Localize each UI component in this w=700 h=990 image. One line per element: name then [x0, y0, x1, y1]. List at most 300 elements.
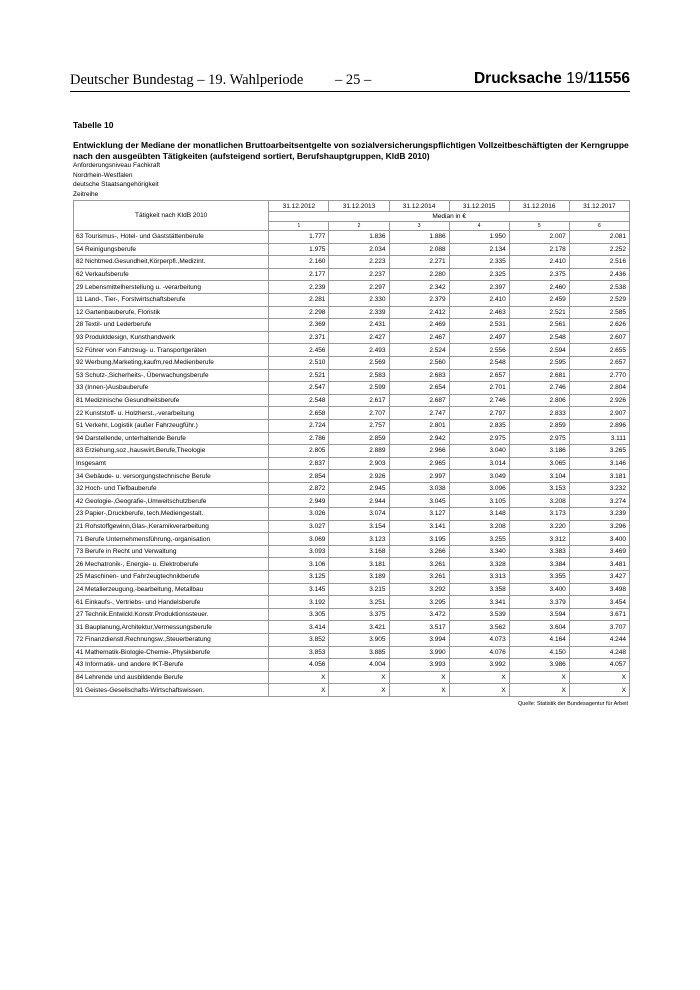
median-value-cell: 3.181	[569, 470, 629, 483]
median-value-cell: 3.355	[509, 571, 569, 584]
table-row	[74, 293, 630, 306]
median-value-cell: 2.548	[269, 394, 329, 407]
row-label: 29 Lebensmittelherstellung u. -verarbeitung	[74, 281, 269, 294]
row-label: 73 Berufe in Recht und Verwaltung	[74, 545, 269, 558]
median-value-cell: 2.375	[509, 268, 569, 281]
median-value-cell: 3.384	[509, 558, 569, 571]
median-value-cell: 2.926	[569, 394, 629, 407]
median-value-cell: 2.237	[329, 268, 389, 281]
row-label: 43 Informatik- und andere IKT-Berufe	[74, 659, 269, 672]
median-value-cell: 3.296	[569, 520, 629, 533]
median-value-cell: 2.342	[389, 281, 449, 294]
median-value-cell: 3.383	[509, 545, 569, 558]
median-value-cell: 3.328	[449, 558, 509, 571]
median-value-cell: 3.111	[569, 432, 629, 445]
date-header: 31.12.2017	[569, 201, 629, 212]
table-row	[74, 470, 630, 483]
median-value-cell: 4.244	[569, 634, 629, 647]
median-value-cell: 2.658	[269, 407, 329, 420]
median-value-cell: 3.255	[449, 533, 509, 546]
median-value-cell: 3.148	[449, 508, 509, 521]
median-value-cell: 2.746	[449, 394, 509, 407]
median-value-cell: 2.467	[389, 331, 449, 344]
row-label: 92 Werbung,Marketing,kaufm,red.Medienberufe	[74, 356, 269, 369]
median-value-cell: 2.747	[389, 407, 449, 420]
median-value-cell: 2.872	[269, 482, 329, 495]
document-number	[474, 70, 630, 88]
median-value-cell: X	[449, 671, 509, 684]
median-value-cell: 2.683	[389, 369, 449, 382]
median-value-cell: 2.859	[329, 432, 389, 445]
table-row	[74, 659, 630, 672]
median-value-cell: 2.859	[509, 419, 569, 432]
median-value-cell: 3.208	[509, 495, 569, 508]
median-value-cell: 2.459	[509, 293, 569, 306]
median-value-cell: 3.145	[269, 583, 329, 596]
median-value-cell: 2.854	[269, 470, 329, 483]
median-value-cell: X	[389, 671, 449, 684]
median-value-cell: 2.160	[269, 256, 329, 269]
median-value-cell: X	[509, 684, 569, 697]
column-number: 3	[389, 222, 449, 231]
median-value-cell: 3.127	[389, 508, 449, 521]
median-value-cell: 2.456	[269, 344, 329, 357]
table-row	[74, 457, 630, 470]
median-value-cell: 2.770	[569, 369, 629, 382]
median-value-cell: 4.248	[569, 646, 629, 659]
row-label: 84 Lehrende und ausbildende Berufe	[74, 671, 269, 684]
row-label: 34 Gebäude- u. versorgungstechnische Berufe	[74, 470, 269, 483]
median-value-cell: 2.493	[329, 344, 389, 357]
row-label: 62 Verkaufsberufe	[74, 268, 269, 281]
row-label: 31 Bauplanung,Architektur,Vermessungsberufe	[74, 621, 269, 634]
row-label: 63 Tourismus-, Hotel- und Gaststättenberufe	[74, 231, 269, 244]
median-value-cell: 3.312	[509, 533, 569, 546]
median-value-cell: 2.896	[569, 419, 629, 432]
median-value-cell: 3.481	[569, 558, 629, 571]
median-value-cell: 2.701	[449, 382, 509, 395]
median-value-cell: 2.431	[329, 319, 389, 332]
column-number: 5	[509, 222, 569, 231]
table-row	[74, 671, 630, 684]
table-body	[74, 231, 630, 697]
median-value-cell: 3.341	[449, 596, 509, 609]
median-value-cell: 2.945	[329, 482, 389, 495]
median-value-cell: 3.189	[329, 571, 389, 584]
median-value-cell: 2.654	[389, 382, 449, 395]
date-header: 31.12.2015	[449, 201, 509, 212]
median-value-cell: 3.153	[509, 482, 569, 495]
table-row	[74, 482, 630, 495]
median-value-cell: 2.997	[389, 470, 449, 483]
table-row	[74, 306, 630, 319]
median-value-cell: 2.088	[389, 243, 449, 256]
row-label: 41 Mathematik-Biologie-Chemie-,Physikberufe	[74, 646, 269, 659]
table-label: Tabelle 10	[73, 120, 114, 130]
row-label: 32 Hoch- und Tiefbauberufe	[74, 482, 269, 495]
median-value-cell: 1.836	[329, 231, 389, 244]
median-value-cell: 2.463	[449, 306, 509, 319]
median-value-cell: 3.421	[329, 621, 389, 634]
column-number: 2	[329, 222, 389, 231]
subtitle-region: Nordrhein-Westfalen	[73, 172, 133, 179]
median-value-cell: X	[569, 671, 629, 684]
row-label: 54 Reinigungsberufe	[74, 243, 269, 256]
document-number-label: Drucksache	[473, 70, 562, 87]
median-value-cell: 2.561	[509, 319, 569, 332]
row-label: 71 Berufe Unternehmensführung,-organisation	[74, 533, 269, 546]
median-value-cell: 3.045	[389, 495, 449, 508]
median-value-cell: 2.801	[389, 419, 449, 432]
table-row	[74, 508, 630, 521]
median-value-cell: 2.252	[569, 243, 629, 256]
median-value-cell: 3.186	[509, 445, 569, 458]
median-value-cell: 2.757	[329, 419, 389, 432]
activity-column-header: Tätigkeit nach KldB 2010	[74, 201, 269, 231]
median-value-cell: 2.223	[329, 256, 389, 269]
median-value-cell: 2.379	[389, 293, 449, 306]
median-value-cell: 2.412	[389, 306, 449, 319]
row-label: 12 Gartenbauberufe, Floristik	[74, 306, 269, 319]
median-value-cell: 3.125	[269, 571, 329, 584]
median-value-cell: 2.907	[569, 407, 629, 420]
median-value-cell: X	[329, 671, 389, 684]
median-value-cell: 3.472	[389, 608, 449, 621]
date-header-row	[74, 201, 630, 212]
median-value-cell: 4.004	[329, 659, 389, 672]
median-value-cell: 4.073	[449, 634, 509, 647]
table-row	[74, 394, 630, 407]
median-value-cell: 2.521	[509, 306, 569, 319]
median-value-cell: 2.410	[449, 293, 509, 306]
table-row	[74, 231, 630, 244]
median-value-cell: 3.146	[569, 457, 629, 470]
table-title: Entwicklung der Mediane der monatlichen Bruttoarbeitsentgelte von sozialversicherungspflichtigen Vollzeitbeschäftigten der Kerngruppe nach den ausgeübten Tätigkeiten (aufsteigend sortiert, Berufshauptgruppen, KldB 2010)	[73, 140, 629, 161]
table-row	[74, 495, 630, 508]
median-value-cell: 2.547	[269, 382, 329, 395]
table-row	[74, 256, 630, 269]
median-value-cell: 3.594	[509, 608, 569, 621]
table-row	[74, 369, 630, 382]
median-value-cell: 3.986	[509, 659, 569, 672]
header-rule	[70, 91, 630, 92]
median-value-cell: 3.027	[269, 520, 329, 533]
table-row	[74, 621, 630, 634]
median-value-cell: 1.777	[269, 231, 329, 244]
table-row	[74, 646, 630, 659]
table-row	[74, 356, 630, 369]
median-value-cell: 3.173	[509, 508, 569, 521]
row-label: 61 Einkaufs-, Vertriebs- und Handelsberufe	[74, 596, 269, 609]
median-value-cell: 2.687	[389, 394, 449, 407]
median-value-cell: 2.657	[569, 356, 629, 369]
median-value-cell: 3.400	[509, 583, 569, 596]
median-value-cell: 2.681	[509, 369, 569, 382]
header-publication: Deutscher Bundestag – 19. Wahlperiode	[70, 72, 304, 88]
median-value-cell: 2.707	[329, 407, 389, 420]
median-value-cell: 2.617	[329, 394, 389, 407]
page-number: – 25 –	[335, 72, 372, 88]
median-value-cell: 3.379	[509, 596, 569, 609]
median-value-cell: 2.297	[329, 281, 389, 294]
table-row	[74, 596, 630, 609]
median-value-cell: 2.007	[509, 231, 569, 244]
median-value-cell: 3.208	[449, 520, 509, 533]
median-value-cell: X	[269, 684, 329, 697]
row-label: 33 (Innen-)Ausbauberufe	[74, 382, 269, 395]
median-value-cell: 2.281	[269, 293, 329, 306]
row-label: 81 Medizinische Gesundheitsberufe	[74, 394, 269, 407]
row-label: 25 Maschinen- und Fahrzeugtechnikberufe	[74, 571, 269, 584]
table-row	[74, 608, 630, 621]
median-value-cell: 3.215	[329, 583, 389, 596]
median-value-cell: 2.599	[329, 382, 389, 395]
date-header: 31.12.2014	[389, 201, 449, 212]
table-row	[74, 571, 630, 584]
median-value-cell: 3.141	[389, 520, 449, 533]
row-label: 91 Geistes-Gesellschafts-Wirtschaftswissen.	[74, 684, 269, 697]
subtitle-nationality: deutsche Staatsangehörigkeit	[73, 181, 159, 188]
median-value-cell: 3.074	[329, 508, 389, 521]
median-value-cell: 2.975	[449, 432, 509, 445]
row-label: 26 Mechatronik-, Energie- u. Elektroberufe	[74, 558, 269, 571]
median-value-cell: 2.655	[569, 344, 629, 357]
row-label: 83 Erziehung,soz.,hauswirt.Berufe,Theologie	[74, 445, 269, 458]
median-value-cell: 2.497	[449, 331, 509, 344]
median-value-cell: 2.369	[269, 319, 329, 332]
median-value-cell: 3.232	[569, 482, 629, 495]
median-value-cell: 3.154	[329, 520, 389, 533]
median-value-cell: 2.805	[269, 445, 329, 458]
median-value-cell: 2.889	[329, 445, 389, 458]
source-note: Quelle: Statistik der Bundesagentur für Arbeit	[517, 701, 628, 707]
median-value-cell: 2.786	[269, 432, 329, 445]
median-value-cell: 4.057	[569, 659, 629, 672]
median-value-cell: 1.975	[269, 243, 329, 256]
median-value-cell: 4.076	[449, 646, 509, 659]
row-label: 82 Nichtmed.Gesundheit,Körperpfl.,Medizint.	[74, 256, 269, 269]
median-value-cell: 2.469	[389, 319, 449, 332]
median-value-cell: 2.746	[509, 382, 569, 395]
median-value-cell: X	[329, 684, 389, 697]
median-value-cell: 2.339	[329, 306, 389, 319]
median-value-cell: 2.330	[329, 293, 389, 306]
table-row	[74, 533, 630, 546]
median-value-cell: 3.498	[569, 583, 629, 596]
median-value-cell: 2.524	[389, 344, 449, 357]
column-number: 4	[449, 222, 509, 231]
table-row	[74, 344, 630, 357]
row-label: 23 Papier-,Druckberufe, tech.Mediengestalt.	[74, 508, 269, 521]
median-value-cell: 2.833	[509, 407, 569, 420]
row-label: 42 Geologie-,Geografie-,Umweltschutzberufe	[74, 495, 269, 508]
median-value-cell: 2.134	[449, 243, 509, 256]
median-value-cell: 3.292	[389, 583, 449, 596]
median-value-cell: 3.853	[269, 646, 329, 659]
table-row	[74, 558, 630, 571]
date-header: 31.12.2012	[269, 201, 329, 212]
table-row	[74, 419, 630, 432]
column-number: 1	[269, 222, 329, 231]
median-value-cell: 3.400	[569, 533, 629, 546]
median-value-cell: 2.371	[269, 331, 329, 344]
median-value-cell: X	[449, 684, 509, 697]
unit-header: Median in €	[269, 212, 630, 222]
table-row	[74, 319, 630, 332]
median-value-cell: 3.065	[509, 457, 569, 470]
median-value-cell: 2.926	[329, 470, 389, 483]
median-value-cell: 3.517	[389, 621, 449, 634]
median-value-cell: 3.040	[449, 445, 509, 458]
median-value-cell: 3.358	[449, 583, 509, 596]
row-label: Insgesamt	[74, 457, 269, 470]
median-value-cell: 3.220	[509, 520, 569, 533]
median-value-cell: 3.261	[389, 571, 449, 584]
median-value-cell: 2.965	[389, 457, 449, 470]
median-value-cell: 2.942	[389, 432, 449, 445]
date-header: 31.12.2016	[509, 201, 569, 212]
median-value-cell: 3.671	[569, 608, 629, 621]
median-value-cell: 3.106	[269, 558, 329, 571]
table-row	[74, 684, 630, 697]
median-value-cell: 2.594	[509, 344, 569, 357]
row-label: 94 Darstellende, unterhaltende Berufe	[74, 432, 269, 445]
median-value-cell: 3.992	[449, 659, 509, 672]
median-value-cell: 3.014	[449, 457, 509, 470]
median-value-cell: 4.150	[509, 646, 569, 659]
table-row	[74, 432, 630, 445]
median-value-cell: 3.192	[269, 596, 329, 609]
median-value-cell: 3.905	[329, 634, 389, 647]
median-value-cell: 2.510	[269, 356, 329, 369]
median-value-cell: 3.454	[569, 596, 629, 609]
median-value-cell: 3.195	[389, 533, 449, 546]
median-value-cell: 2.529	[569, 293, 629, 306]
median-value-cell: 2.271	[389, 256, 449, 269]
median-value-cell: 3.990	[389, 646, 449, 659]
median-value-cell: 3.181	[329, 558, 389, 571]
median-value-cell: X	[509, 671, 569, 684]
median-value-cell: 2.657	[449, 369, 509, 382]
median-value-cell: 1.950	[449, 231, 509, 244]
median-value-cell: 3.375	[329, 608, 389, 621]
median-value-cell: 3.994	[389, 634, 449, 647]
median-value-cell: 3.305	[269, 608, 329, 621]
median-value-cell: 3.251	[329, 596, 389, 609]
table-row	[74, 281, 630, 294]
median-value-cell: 2.034	[329, 243, 389, 256]
median-value-cell: 3.414	[269, 621, 329, 634]
median-value-cell: 2.521	[269, 369, 329, 382]
median-value-cell: 2.548	[509, 331, 569, 344]
median-value-cell: 2.724	[269, 419, 329, 432]
median-value-cell: 3.123	[329, 533, 389, 546]
median-value-cell: 2.966	[389, 445, 449, 458]
median-value-cell: 3.562	[449, 621, 509, 634]
median-value-cell: 3.026	[269, 508, 329, 521]
median-value-cell: 3.105	[449, 495, 509, 508]
median-value-cell: 4.056	[269, 659, 329, 672]
median-value-cell: 3.852	[269, 634, 329, 647]
row-label: 52 Führer von Fahrzeug- u. Transportgeräten	[74, 344, 269, 357]
median-value-cell: 3.069	[269, 533, 329, 546]
median-value-cell: 3.265	[569, 445, 629, 458]
median-value-cell: 2.178	[509, 243, 569, 256]
median-value-cell: 2.531	[449, 319, 509, 332]
median-value-cell: 3.038	[389, 482, 449, 495]
median-value-cell: 2.835	[449, 419, 509, 432]
document-number-value: 11556	[587, 70, 630, 87]
median-value-cell: 2.410	[509, 256, 569, 269]
document-number-period: 19/	[566, 70, 588, 87]
median-value-cell: 3.239	[569, 508, 629, 521]
median-value-cell: 2.427	[329, 331, 389, 344]
median-value-cell: 2.949	[269, 495, 329, 508]
median-value-cell: 3.707	[569, 621, 629, 634]
table-row	[74, 268, 630, 281]
median-value-cell: 2.335	[449, 256, 509, 269]
row-label: 72 Finanzdienstl.Rechnungsw.,Steuerberatung	[74, 634, 269, 647]
median-value-cell: 3.266	[389, 545, 449, 558]
median-value-cell: 2.177	[269, 268, 329, 281]
table-row	[74, 445, 630, 458]
row-label: 22 Kunststoff- u. Holzherst.,-verarbeitung	[74, 407, 269, 420]
median-value-cell: X	[389, 684, 449, 697]
subtitle-time-series: Zeitreihe	[73, 191, 99, 198]
median-value-cell: 4.164	[509, 634, 569, 647]
median-wage-table	[73, 200, 630, 697]
median-value-cell: 2.583	[329, 369, 389, 382]
column-number: 6	[569, 222, 629, 231]
median-value-cell: 2.397	[449, 281, 509, 294]
table-row	[74, 520, 630, 533]
median-value-cell: 2.516	[569, 256, 629, 269]
median-value-cell: 2.607	[569, 331, 629, 344]
median-value-cell: 3.313	[449, 571, 509, 584]
median-value-cell: 3.295	[389, 596, 449, 609]
row-label: 28 Textil- und Lederberufe	[74, 319, 269, 332]
median-value-cell: X	[269, 671, 329, 684]
row-label: 53 Schutz-,Sicherheits-, Überwachungsberufe	[74, 369, 269, 382]
median-value-cell: 2.239	[269, 281, 329, 294]
median-value-cell: 2.436	[569, 268, 629, 281]
median-value-cell: 2.081	[569, 231, 629, 244]
median-value-cell: 3.168	[329, 545, 389, 558]
median-value-cell: 2.944	[329, 495, 389, 508]
median-value-cell: 2.548	[449, 356, 509, 369]
median-value-cell: 1.886	[389, 231, 449, 244]
median-value-cell: 2.797	[449, 407, 509, 420]
median-value-cell: 2.569	[329, 356, 389, 369]
median-value-cell: X	[569, 684, 629, 697]
median-value-cell: 2.595	[509, 356, 569, 369]
median-value-cell: 3.539	[449, 608, 509, 621]
median-value-cell: 3.049	[449, 470, 509, 483]
row-label: 27 Technik.Entwickl.Konstr.Produktionssteuer.	[74, 608, 269, 621]
median-value-cell: 2.538	[569, 281, 629, 294]
row-label: 93 Produktdesign, Kunsthandwerk	[74, 331, 269, 344]
median-value-cell: 3.469	[569, 545, 629, 558]
median-value-cell: 2.903	[329, 457, 389, 470]
median-value-cell: 2.556	[449, 344, 509, 357]
median-value-cell: 3.604	[509, 621, 569, 634]
page-header	[70, 70, 630, 92]
table-row	[74, 243, 630, 256]
row-label: 11 Land-, Tier-, Forstwirtschaftsberufe	[74, 293, 269, 306]
table-row	[74, 583, 630, 596]
table-row	[74, 545, 630, 558]
median-value-cell: 2.298	[269, 306, 329, 319]
